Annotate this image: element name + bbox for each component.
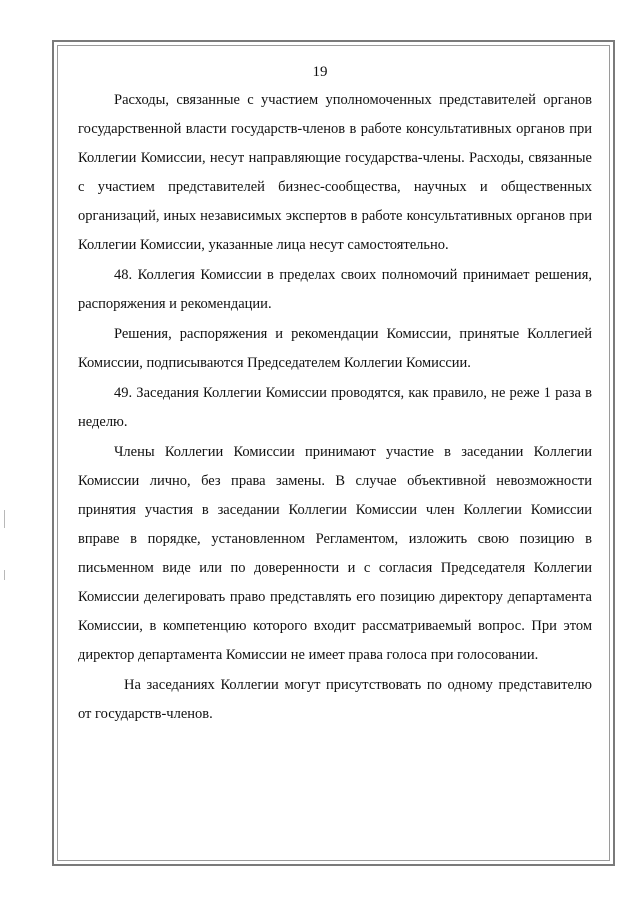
paragraph-49: 49. Заседания Коллегии Комиссии проводятся, как правило, не реже 1 раза в неделю. [78,385,592,430]
page-number: 19 [312,64,328,80]
scan-mark [4,570,5,580]
scan-mark [4,510,5,528]
paragraph-representatives: На заседаниях Коллегии могут присутствовать по одному представителю от государств-членов. [78,677,592,722]
document-body [78,86,592,729]
paragraph-48: 48. Коллегия Комиссии в пределах своих полномочий принимает решения, распоряжения и рекомендации. [78,267,592,312]
paragraph-expenses: Расходы, связанные с участием уполномоченных представителей органов государственной власти государств-членов в работе консультативных органов при Коллегии Комиссии, несут направляющие государства-члены. Расходы, связанные с участием представителей бизнес-сообщества, научных и общественных организаций, иных независимых экспертов в работе консультативных органов при Коллегии Комиссии, указанные лица несут самостоятельно. [78,92,592,253]
paragraph-decisions-signing: Решения, распоряжения и рекомендации Комиссии, принятые Коллегией Комиссии, подписываются Председателем Коллегии Комиссии. [78,326,592,371]
paragraph-members-participation: Члены Коллегии Комиссии принимают участие в заседании Коллегии Комиссии лично, без права замены. В случае объективной невозможности принятия участия в заседании Коллегии Комиссии член Коллегии Комиссии вправе в порядке, установленном Регламентом, изложить свою позицию в письменном виде или по доверенности и с согласия Председателя Коллегии Комиссии делегировать право представлять его позицию директору департамента Комиссии, в компетенцию которого входит рассматриваемый вопрос. При этом директор департамента Комиссии не имеет права голоса при голосовании. [78,444,592,663]
